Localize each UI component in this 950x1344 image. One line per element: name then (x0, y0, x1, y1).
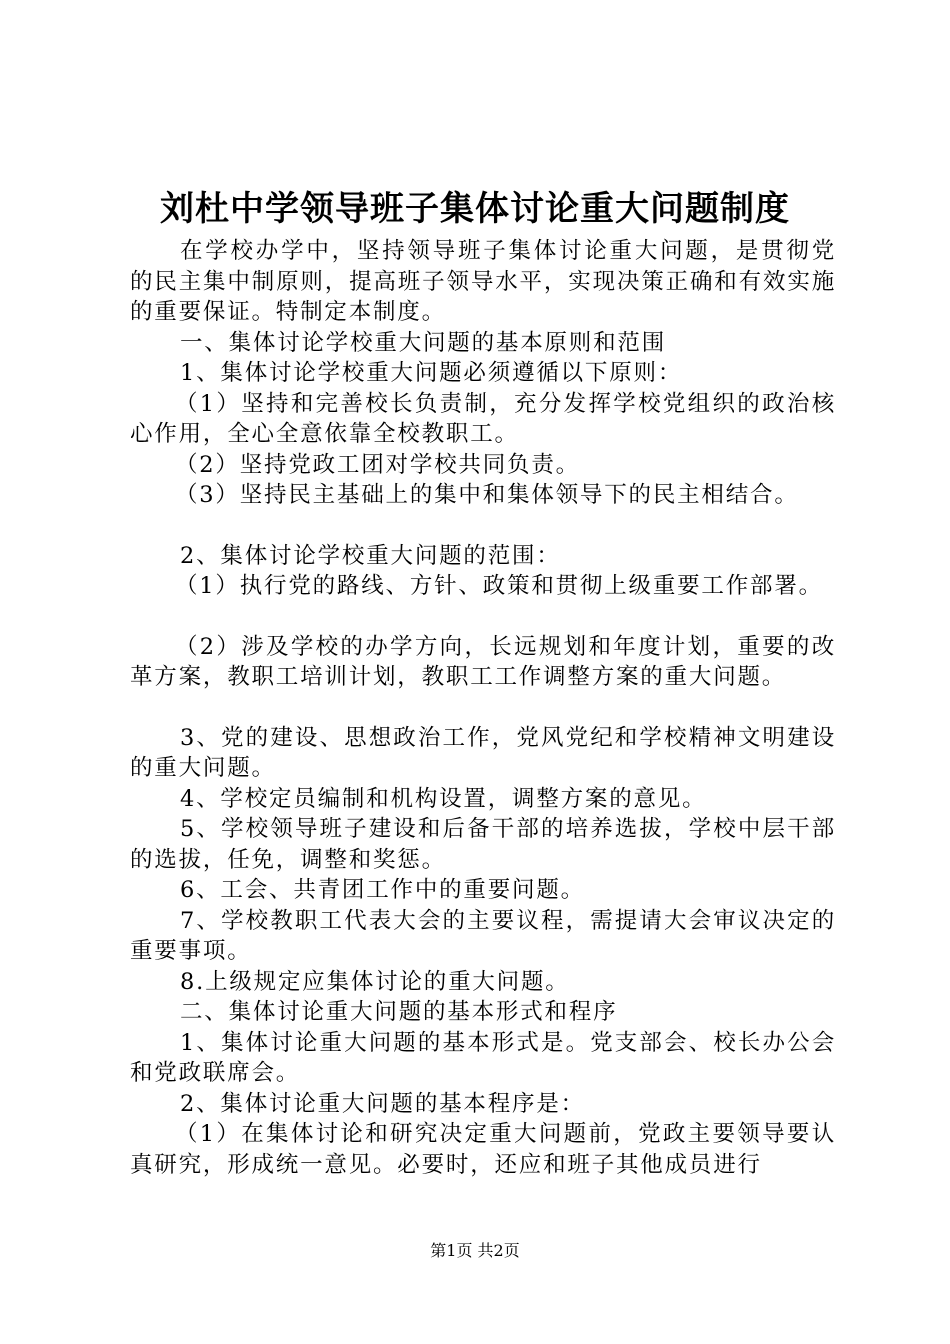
paragraph: （2）坚持党政工团对学校共同负责。 (175, 451, 580, 478)
paragraph: 2、集体讨论学校重大问题的范围： (180, 542, 561, 569)
paragraph: 3、党的建设、思想政治工作，党风党纪和学校精神文明建设的重大问题。 (130, 724, 836, 781)
paragraph: 7、学校教职工代表大会的主要议程，需提请大会审议决定的重要事项。 (130, 907, 836, 964)
page-number-footer: 第1页 共2页 (430, 1241, 520, 1260)
document-title: 刘杜中学领导班子集体讨论重大问题制度 (160, 189, 790, 229)
paragraph-intro: 在学校办学中，坚持领导班子集体讨论重大问题，是贯彻党的民主集中制原则，提高班子领导水平，实现决策正确和有效实施的重要保证。特制定本制度。 (130, 238, 836, 325)
paragraph: 6、工会、共青团工作中的重要问题。 (180, 877, 585, 903)
section-heading-1: 一、集体讨论学校重大问题的基本原则和范围 (180, 329, 667, 356)
paragraph: 8.上级规定应集体讨论的重大问题。 (180, 968, 570, 995)
section-heading-2: 二、集体讨论重大问题的基本形式和程序 (180, 999, 618, 1025)
paragraph: 1、集体讨论学校重大问题必须遵循以下原则： (180, 360, 683, 386)
paragraph: 1、集体讨论重大问题的基本形式是。党支部会、校长办公会和党政联席会。 (130, 1029, 836, 1086)
paragraph: 4、学校定员编制和机构设置，调整方案的意见。 (180, 785, 707, 812)
paragraph: （2）涉及学校的办学方向，长远规划和年度计划，重要的改革方案，教职工培训计划，教职工工作调整方案的重大问题。 (130, 633, 836, 690)
paragraph: （1）执行党的路线、方针、政策和贯彻上级重要工作部署。 (175, 573, 823, 599)
paragraph: （1）坚持和完善校长负责制，充分发挥学校党组织的政治核心作用，全心全意依靠全校教职工。 (130, 390, 836, 447)
paragraph: 2、集体讨论重大问题的基本程序是： (180, 1090, 585, 1117)
paragraph: 5、学校领导班子建设和后备干部的培养选拔，学校中层干部的选拔，任免，调整和奖惩。 (130, 816, 836, 873)
paragraph: （1）在集体讨论和研究决定重大问题前，党政主要领导要认真研究，形成统一意见。必要时，还应和班子其他成员进行 (130, 1121, 836, 1178)
document-body (130, 236, 836, 1180)
paragraph: （3）坚持民主基础上的集中和集体领导下的民主相结合。 (175, 482, 799, 508)
